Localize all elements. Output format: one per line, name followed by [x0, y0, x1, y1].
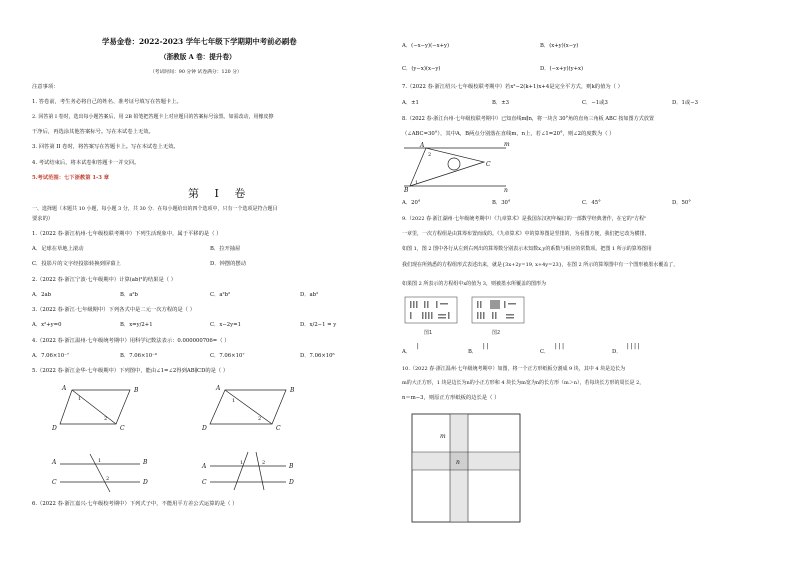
- q5-figures: [50, 380, 370, 496]
- q4-option-c[interactable]: C．7.06×10⁷: [210, 353, 245, 359]
- q8-label-m: m: [504, 141, 510, 148]
- q1-option-c[interactable]: C．投影片的文字经投影转换到屏幕上: [32, 261, 121, 267]
- q9-option-b-rods-icon: ||: [482, 343, 490, 350]
- q5-fig-c-angle-1: 1: [98, 458, 102, 464]
- note-2-cont: 干净后，再选涂其他答案标号。写在本试卷上无效。: [32, 129, 154, 135]
- q5-fig-d-label-d: D: [289, 479, 294, 486]
- q8-angle-1: 1: [415, 180, 419, 186]
- q2-option-a[interactable]: A．2ab: [32, 292, 52, 298]
- exam-meta: （考试时间：90 分钟 试卷满分：120 分）: [150, 70, 242, 75]
- question-10-line-2: m的大正方形，1 块是边长为n的小正方形和 4 块长为m宽为n的长方形（m＞n），若每块长方形的周长是 2，: [402, 380, 645, 386]
- q7-option-b[interactable]: B．±3: [492, 100, 509, 106]
- q6-option-a[interactable]: A．(−x−y)(−x+y): [402, 43, 450, 49]
- note-4: 4. 考试结束后，将本试卷和答题卡一并交回。: [32, 160, 140, 166]
- q2-option-b[interactable]: B．a²b: [120, 292, 138, 298]
- q5-fig-a-label-c: C: [120, 425, 125, 432]
- paper-subtitle: （浙教版 A 卷：提升卷）: [160, 53, 236, 61]
- question-1: 1.（2022 春·浙江杭州·七年级校联考期中）下列生活现象中，属于平移的是（ ）: [32, 231, 222, 237]
- q5-fig-d-label-c: C: [202, 479, 207, 486]
- q9-option-c-rods-icon: |||: [554, 343, 565, 350]
- q3-option-b[interactable]: B．x=y/2+1: [120, 322, 153, 328]
- notes-heading: 注意事项：: [32, 84, 59, 90]
- q7-option-a[interactable]: A．±1: [402, 100, 419, 106]
- exam-scope: 5.考试范围：七下浙教第 1-3 章: [32, 175, 110, 181]
- q5-fig-b-label-d: D: [202, 425, 207, 432]
- question-5: 5.（2022 春·浙江金华·七年级期中）下列图中，能由∠1=∠2得到AB∥CD的是（ ）: [32, 368, 229, 374]
- question-10-line-3: n＝m−3，则原正方形纸板的边长是（ ）: [402, 395, 500, 401]
- q5-fig-b-angle-1: 1: [232, 398, 236, 404]
- q9-option-c[interactable]: C．: [540, 349, 550, 355]
- q7-option-c[interactable]: C．−1或3: [582, 100, 608, 106]
- q5-fig-c-label-a: A: [52, 459, 57, 466]
- q6-option-d[interactable]: D．(−x+y)(y+x): [540, 66, 584, 72]
- q2-option-c[interactable]: C．a²b²: [210, 292, 231, 298]
- q8-label-b: B: [404, 187, 409, 192]
- q9-option-d-rods-icon: ||||: [626, 343, 641, 350]
- q5-fig-b-angle-2: 2: [258, 416, 262, 422]
- question-6: 6.（2022 春·浙江嘉兴·七年级校考期中）下列式子中，不能用平方差公式运算的是（ ）: [32, 501, 238, 507]
- q5-fig-a-angle-2: 2: [104, 416, 108, 422]
- q1-option-b[interactable]: B．拉开抽屉: [210, 246, 241, 252]
- q5-fig-d-label-b: B: [289, 463, 294, 470]
- question-9-line-1: 9.（2022 春·浙江湖州·七年级统考期中）《九章算术》是我国东汉初年编订的一部数学经典著作，在它的"方程": [402, 216, 647, 222]
- question-9-line-3: 如图 1，图 2 图中各行从左到右列出的算筹数分别表示未知数x,y的系数与相应的常数项。把图 1 所示的算筹图用: [402, 246, 652, 252]
- q9-fig2-caption: 图2: [492, 330, 501, 336]
- q4-option-b[interactable]: B．7.06×10⁻⁶: [120, 353, 158, 359]
- q5-fig-b-label-b: B: [290, 387, 295, 394]
- q10-square-figure: [410, 412, 522, 524]
- q6-option-b[interactable]: B．(x+y)(x−y): [540, 43, 579, 49]
- q5-fig-c-label-d: D: [143, 479, 148, 486]
- q8-label-a: A: [420, 142, 425, 149]
- q5-fig-d-angle-1: 1: [240, 460, 244, 466]
- left-page: [32, 0, 394, 562]
- question-3: 3.（2022 春·浙江·七年级期中）下列各式中是二元一次方程的是（ ）: [32, 307, 195, 313]
- q3-option-a[interactable]: A．x²+y=0: [32, 322, 62, 328]
- q2-option-d[interactable]: D．ab²: [300, 292, 319, 298]
- question-9-line-2: 一章里，一次方程组是由算筹布置而成的。《九章算术》中的算筹图是竖排的，为看图方便，我们把它改为横排，: [402, 231, 650, 237]
- note-2: 2. 回答第 I 卷时，选出每小题答案后，用 2B 铅笔把答题卡上对应题目的答案标号涂黑。如需改动，用橡皮擦: [32, 114, 274, 120]
- q9-option-b[interactable]: B．: [468, 349, 478, 355]
- q8-figure: [402, 140, 512, 192]
- q5-fig-b-label-c: C: [276, 425, 281, 432]
- note-3: 3. 回答第 II 卷时，将答案写在答题卡上。写在本试卷上无效。: [32, 144, 179, 150]
- q8-option-d[interactable]: D．50°: [672, 200, 691, 206]
- part-heading: 第 I 卷: [188, 187, 252, 200]
- q5-fig-d-label-a: A: [202, 463, 207, 470]
- q8-angle-2: 2: [428, 152, 432, 158]
- q1-option-a[interactable]: A．足球在草地上滚动: [32, 246, 84, 252]
- q8-label-n: n: [504, 187, 508, 192]
- paper-title: 学易金卷：2022-2023 学年七年级下学期期中考前必刷卷: [102, 37, 297, 46]
- q9-fig1-caption: 图1: [424, 330, 433, 336]
- q6-option-c[interactable]: C．(y−x)(x−y): [402, 66, 441, 72]
- q7-option-d[interactable]: D．1或−3: [672, 100, 699, 106]
- q8-option-c[interactable]: C．45°: [582, 200, 601, 206]
- section-heading: 一、选择题（本题共 10 小题，每小题 3 分，共 30 分．在每小题给出的四个选项中，只有一个选项是符合题目: [32, 206, 278, 212]
- q4-option-d[interactable]: D．7.06×10⁶: [300, 353, 335, 359]
- q5-fig-a-label-b: B: [134, 387, 139, 394]
- note-1: 1. 答卷前，考生务必将自己的姓名、准考证号填写在答题卡上。: [32, 99, 182, 105]
- q9-counting-rod-figures: [404, 296, 534, 338]
- q3-option-c[interactable]: C．x−2y=1: [210, 322, 241, 328]
- q4-option-a[interactable]: A．7.06×10⁻⁷: [32, 353, 70, 359]
- q10-label-m: m: [440, 433, 446, 440]
- q5-fig-b-label-a: A: [216, 385, 221, 392]
- q5-fig-a-label-a: A: [62, 385, 67, 392]
- q3-option-d[interactable]: D．x/2−1 = y: [300, 322, 337, 328]
- q8-label-c: C: [486, 161, 491, 168]
- question-9-line-4: 我们现在所熟悉的方程组形式表述出来，就是{3x+2y=19, x+4y=23}，在图 2 所示的算筹图中有一个图形被墨水覆盖了，: [402, 262, 679, 268]
- q5-fig-a-label-d: D: [52, 425, 57, 432]
- q9-option-a-rods-icon: |: [416, 343, 420, 350]
- q1-option-d[interactable]: D．钟摆的摆动: [210, 261, 247, 267]
- q9-option-d[interactable]: D．: [612, 349, 622, 355]
- q10-label-n: n: [456, 459, 460, 466]
- q5-fig-c-angle-2: 2: [106, 476, 110, 482]
- question-4: 4.（2022 春·浙江温州·七年级统考期中）用科学记数法表示：0.000000706=（ ）: [32, 338, 230, 344]
- q5-fig-c-label-c: C: [52, 479, 57, 486]
- q8-option-a[interactable]: A．20°: [402, 200, 421, 206]
- q5-fig-a-angle-1: 1: [78, 396, 82, 402]
- question-10-line-1: 10.（2022 春·浙江温州·七年级统考期中）如图，将一个正方形纸板分割成 9 块，其中 4 块是边长为: [402, 366, 626, 372]
- question-9-line-5: 如果图 2 所表示的方程组中x的值为 3，则被墨水所覆盖的图形为: [402, 281, 546, 287]
- q9-option-a[interactable]: A．: [402, 349, 412, 355]
- right-page: [402, 0, 764, 562]
- section-heading-cont: 要求的）: [32, 216, 54, 222]
- q8-option-b[interactable]: B．30°: [492, 200, 511, 206]
- question-8-cont: （∠ABC=30°），其中A，B两点分别落在直线m，n上，若∠1=20°，则∠2的度数为（ ）: [402, 131, 615, 137]
- q5-fig-d-angle-2: 2: [262, 460, 266, 466]
- question-7: 7.（2022 春·浙江绍兴·七年级校联考期中）若x²−2(k+1)x+4是完全平方式，则k的值为（ ）: [402, 84, 623, 90]
- question-8: 8.（2022 春·浙江台州·七年级校联考期中）已知直线m∥n，将一块含 30°角的直角三角板 ABC 按如图方式放置: [402, 116, 655, 122]
- q5-fig-c-label-b: B: [143, 459, 148, 466]
- question-2: 2.（2022 春·浙江宁波·七年级期中）计算(ab)²的结果是（ ）: [32, 277, 177, 283]
